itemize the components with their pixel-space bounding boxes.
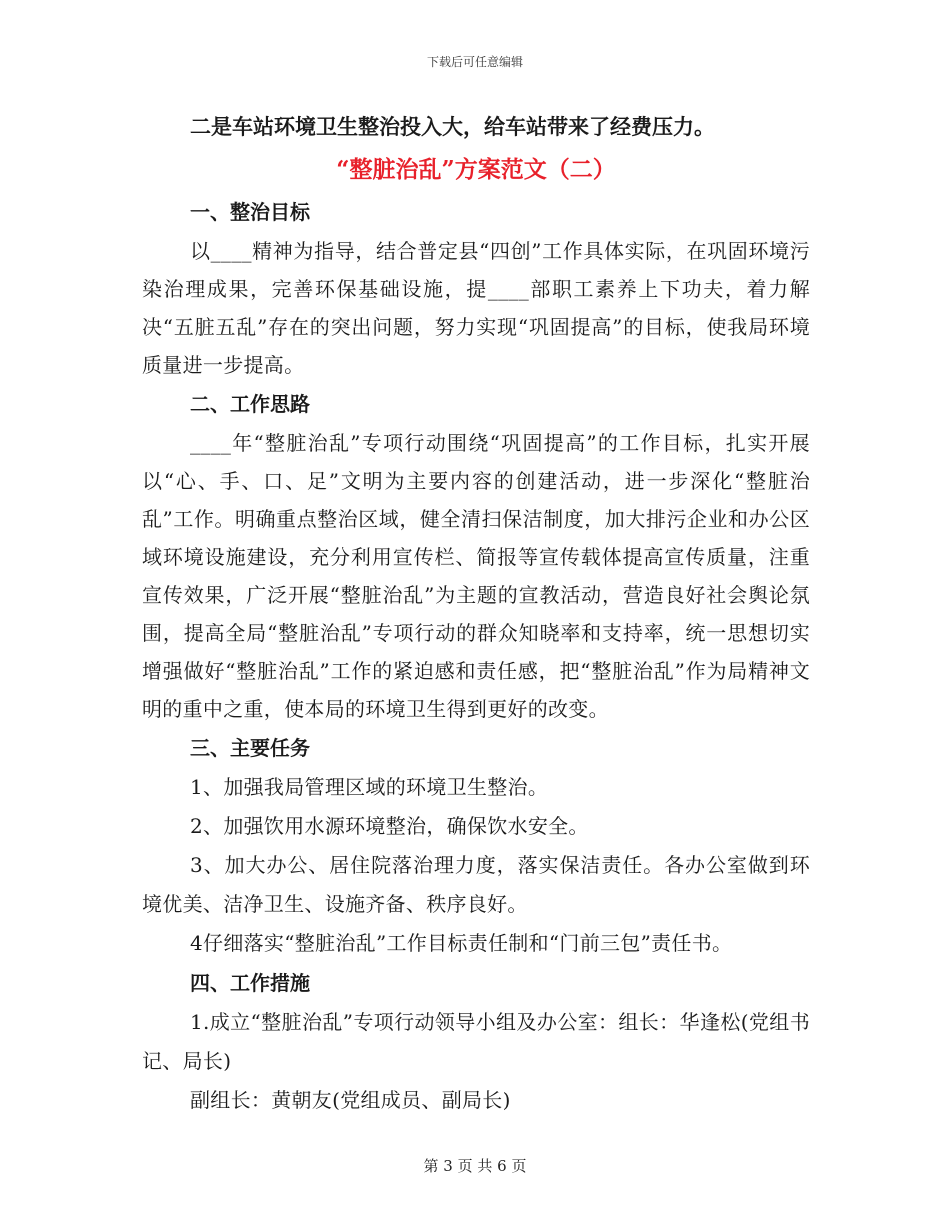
task-item-3: 3、加大办公、居住院落治理力度，落实保洁责任。各办公室做到环境优美、洁净卫生、设施齐备、秩序良好。: [142, 853, 810, 916]
page-number: 第 3 页 共 6 页: [423, 1157, 527, 1175]
section-heading-measures: 四、工作措施: [190, 971, 310, 995]
intro-line: 二是车站环境卫生整治投入大，给车站带来了经费压力。: [190, 114, 715, 139]
document-body: [142, 106, 810, 1120]
section-heading-approach: 二、工作思路: [190, 392, 310, 416]
measure-item-deputy: 副组长：黄朝友(党组成员、副局长): [190, 1088, 511, 1112]
paragraph-approach: ____年“整脏治乱”专项行动围绕“巩固提高”的工作目标，扎实开展以“心、手、口、足”文明为主要内容的创建活动，进一步深化“整脏治乱”工作。明确重点整治区域，健全清扫保洁制度，加大排污企业和办公区域环境设施建设，充分利用宣传栏、简报等宣传载体提高宣传质量，注重宣传效果，广泛开展“整脏治乱”为主题的宣教活动，营造良好社会舆论氛围，提高全局“整脏治乱”专项行动的群众知晓率和支持率，统一思想切实增强做好“整脏治乱”工作的紧迫感和责任感，把“整脏治乱”作为局精神文明的重中之重，使本局的环境卫生得到更好的改变。: [142, 431, 810, 721]
document-title: “整脏治乱”方案范文（二）: [336, 156, 616, 183]
task-item-1: 1、加强我局管理区域的环境卫生整治。: [190, 775, 549, 799]
section-heading-goals: 一、整治目标: [190, 200, 310, 224]
task-item-2: 2、加强饮用水源环境整治，确保饮水安全。: [190, 814, 589, 838]
paragraph-goals: 以____精神为指导，结合普定县“四创”工作具体实际，在巩固环境污染治理成果，完善环保基础设施，提____部职工素养上下功夫，着力解决“五脏五乱”存在的突出问题，努力实现“巩固提高”的目标，使我局环境质量进一步提高。: [142, 239, 810, 377]
header-note: 下载后可任意编辑: [426, 55, 523, 69]
task-item-4: 4仔细落实“整脏治乱”工作目标责任制和“门前三包”责任书。: [190, 931, 733, 955]
measure-item-1: 1.成立“整脏治乱”专项行动领导小组及办公室：组长：华逢松(党组书记、局长): [142, 1010, 810, 1073]
section-heading-tasks: 三、主要任务: [190, 736, 310, 760]
